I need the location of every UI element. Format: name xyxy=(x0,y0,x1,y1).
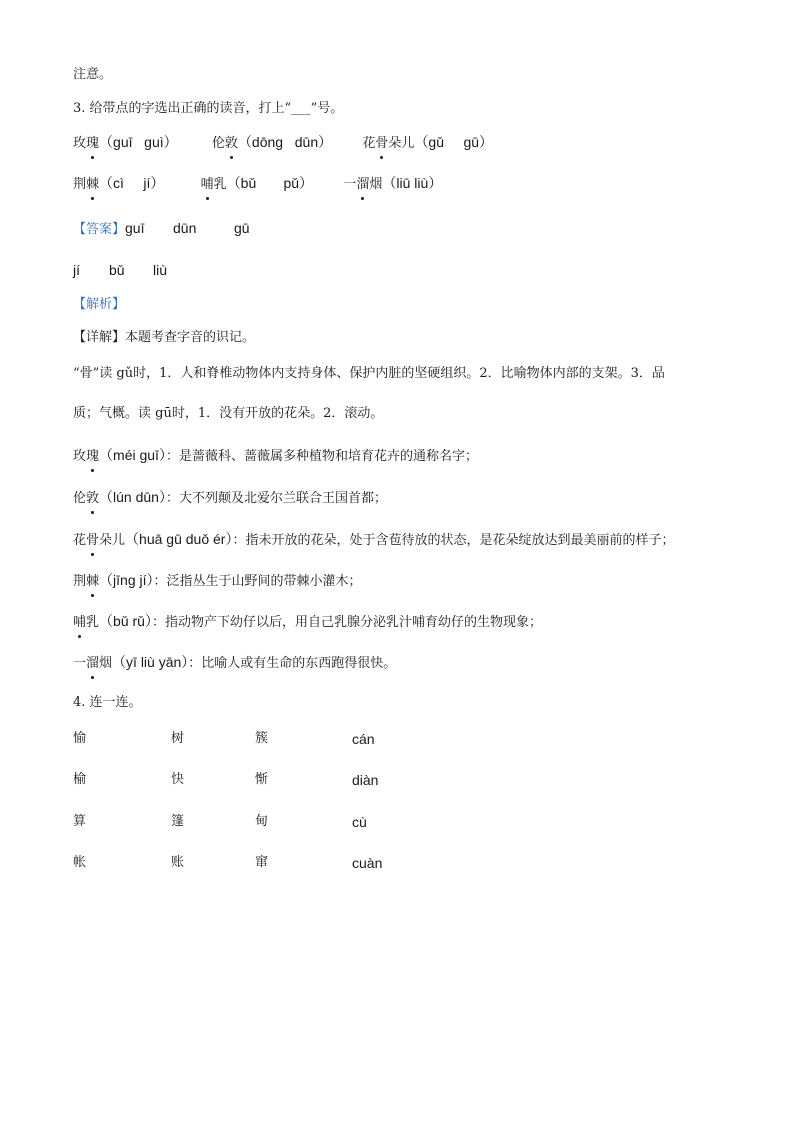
match-char: 愉 xyxy=(73,731,87,746)
match-pinyin: diàn xyxy=(352,772,379,788)
q3-option-4: 荆棘（cì jí） xyxy=(73,175,165,192)
word-explanation: 哺乳（bǔ rǔ）：指动物产下幼仔以后，用自己乳腺分泌乳汁哺育幼仔的生物现象； xyxy=(73,613,542,630)
match-pinyin: cù xyxy=(352,814,367,830)
word-explanation: 一溜烟（yī liù yān）：比喻人或有生命的东西跑得很快。 xyxy=(73,654,397,671)
match-char: 帐 xyxy=(73,855,87,870)
answer-label: 【答案】 xyxy=(73,222,126,237)
gu-explanation-line-1: “骨”读 gǔ时，1．人和脊椎动物体内支持身体、保护内脏的坚硬组织。2．比喻物体内部的支架。3．品 xyxy=(73,366,665,381)
word-explanation: 伦敦（lún dūn）：大不列颠及北爱尔兰联合王国首都； xyxy=(73,489,387,506)
word-explanation: 花骨朵儿（huā gū duǒ ér）：指未开放的花朵，处于含苞待放的状态，是花朵绽放达到最美丽前的样子； xyxy=(73,531,675,548)
detail-line: 【详解】本题考查字音的识记。 xyxy=(73,330,256,345)
match-char: 惭 xyxy=(255,772,269,787)
q3-options-row-2 xyxy=(73,174,442,194)
q3-title: 3. 给带点的字选出正确的读音，打上“___”号。 xyxy=(73,101,344,116)
q3-option-3: 花骨朵儿（gǔ gū） xyxy=(362,134,494,151)
q3-option-2: 伦敦（dōng dūn） xyxy=(211,134,333,151)
q3-option-6: 一溜烟（liū liù） xyxy=(343,175,443,192)
match-pinyin: cán xyxy=(352,731,375,747)
match-char: 篷 xyxy=(171,814,185,829)
answer-row-1: 【答案】guī dūn gū xyxy=(73,220,250,237)
match-pinyin: cuàn xyxy=(352,855,383,871)
match-char: 簇 xyxy=(255,731,269,746)
match-char: 甸 xyxy=(255,814,269,829)
intro-tail: 注意。 xyxy=(73,67,113,82)
match-char: 树 xyxy=(171,731,185,746)
answer-row-2: jí bǔ liù xyxy=(73,262,168,278)
match-char: 快 xyxy=(171,772,185,787)
match-char: 算 xyxy=(73,814,87,829)
q4-title: 4. 连一连。 xyxy=(73,695,142,710)
analysis-label: 【解析】 xyxy=(73,297,126,312)
match-char: 榆 xyxy=(73,772,87,787)
gu-explanation-line-2: 质；气概。读 gū时，1．没有开放的花朵。2．滚动。 xyxy=(73,406,384,421)
detail-label: 【详解】 xyxy=(73,330,126,345)
q3-options-row-1 xyxy=(73,133,493,153)
match-char: 账 xyxy=(171,855,185,870)
match-char: 窜 xyxy=(255,855,269,870)
word-explanation: 玫瑰（méi guī）：是蔷薇科、蔷薇属多种植物和培育花卉的通称名字； xyxy=(73,447,478,464)
q3-option-1: 玫瑰（guī guì） xyxy=(73,134,178,151)
q3-option-5: 哺乳（bǔ pǔ） xyxy=(200,175,314,192)
word-explanation: 荆棘（jīng jí）：泛指丛生于山野间的带棘小灌木； xyxy=(73,572,362,589)
